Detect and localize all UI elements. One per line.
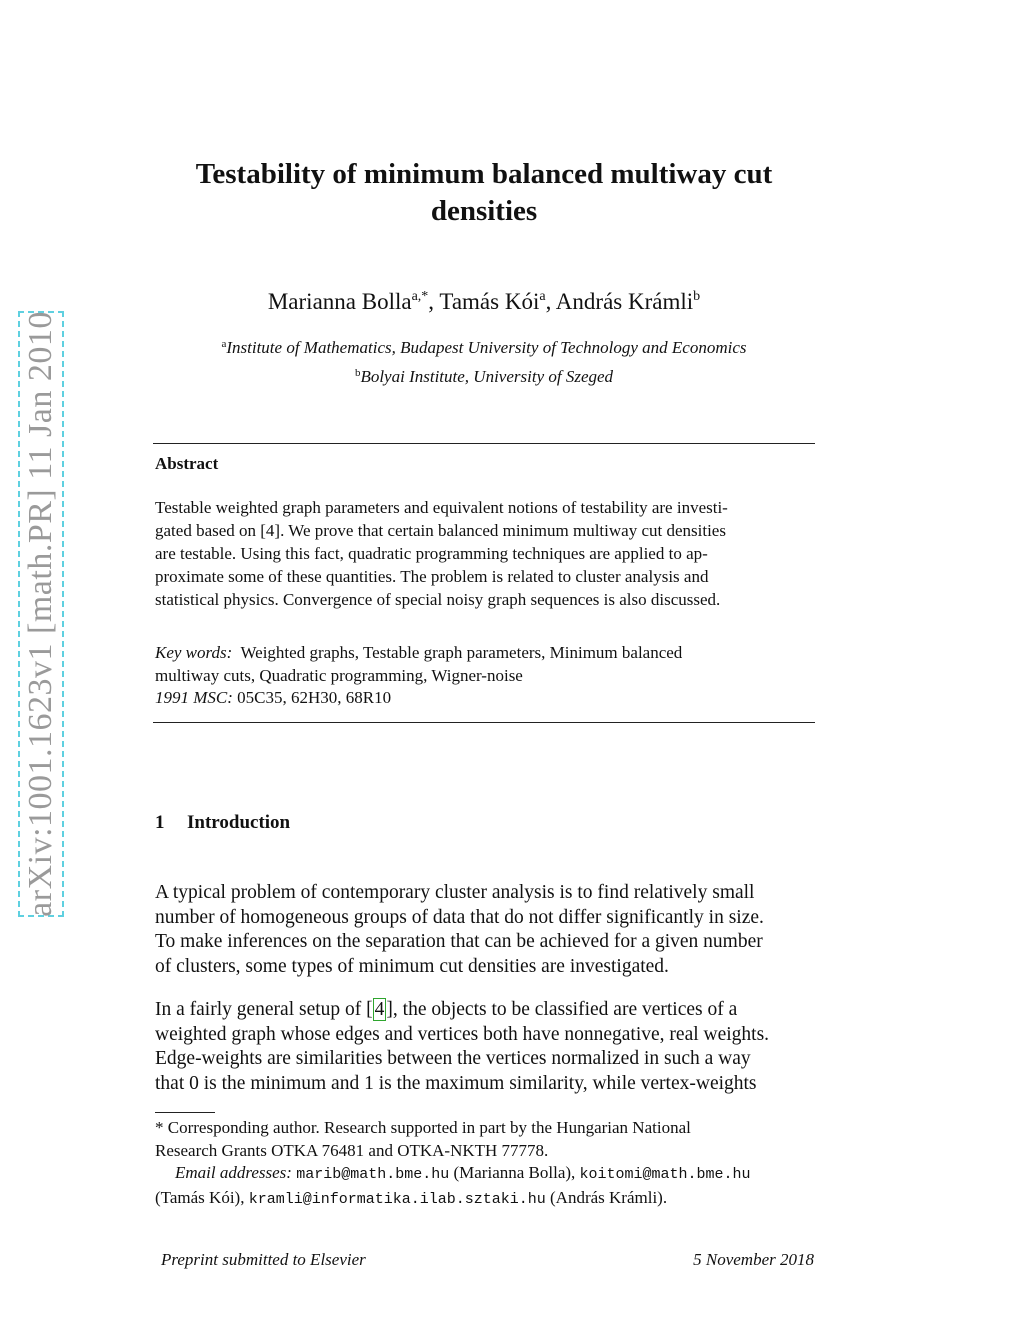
footnote-line-2: Research Grants OTKA 76481 and OTKA-NKTH 77778. bbox=[155, 1140, 549, 1160]
email-owner: (Marianna Bolla), bbox=[453, 1163, 576, 1182]
affiliation-mark: a bbox=[221, 338, 227, 350]
intro-paragraph-2 bbox=[155, 998, 815, 1096]
author-mark: a bbox=[539, 289, 546, 304]
arxiv-stamp bbox=[18, 311, 64, 917]
section-title: Introduction bbox=[187, 812, 291, 833]
email-link[interactable]: koitomi@math.bme.hu bbox=[579, 1166, 751, 1183]
author-name: Tamás Kói bbox=[439, 289, 540, 314]
paper-title bbox=[153, 156, 815, 230]
affiliation-mark: b bbox=[354, 367, 361, 379]
abstract-bottom-rule bbox=[153, 722, 815, 723]
paragraph-text: ], the objects to be classified are vertices of a bbox=[386, 999, 738, 1020]
intro-paragraph-1 bbox=[155, 881, 815, 979]
email-owner: (András Krámli). bbox=[550, 1187, 668, 1207]
paragraph-text: In a fairly general setup of [ bbox=[155, 999, 373, 1020]
affiliation-a bbox=[153, 338, 815, 358]
paragraph-line: weighted graph whose edges and vertices both have nonnegative, real weights. bbox=[155, 1023, 770, 1045]
paragraph-line: number of homogeneous groups of data that do not differ significantly in size. bbox=[155, 906, 764, 928]
email-link[interactable]: marib@math.bme.hu bbox=[296, 1166, 450, 1183]
footer-date: 5 November 2018 bbox=[693, 1250, 814, 1269]
paragraph-line: that 0 is the minimum and 1 is the maximum similarity, while vertex-weights bbox=[155, 1072, 757, 1094]
paragraph-line: To make inferences on the separation that can be achieved for a given number bbox=[155, 931, 763, 952]
abstract-top-rule bbox=[153, 443, 815, 444]
msc-label: 1991 MSC: bbox=[155, 688, 233, 707]
keywords-line-1: Weighted graphs, Testable graph parameters, Minimum balanced bbox=[240, 643, 683, 662]
author-mark: a,* bbox=[411, 289, 429, 304]
abstract-line: statistical physics. Convergence of special noisy graph sequences is also discussed. bbox=[155, 590, 721, 609]
abstract-line: Testable weighted graph parameters and equivalent notions of testability are investi- bbox=[155, 498, 728, 517]
paragraph-line: A typical problem of contemporary cluster analysis is to find relatively small bbox=[155, 882, 755, 903]
section-heading bbox=[155, 812, 290, 834]
footnote-line-1: Corresponding author. Research supported in part by the Hungarian National bbox=[167, 1118, 691, 1137]
affiliation-text: Institute of Mathematics, Budapest University of Technology and Economics bbox=[226, 338, 747, 357]
abstract-line: proximate some of these quantities. The problem is related to cluster analysis and bbox=[155, 567, 709, 586]
paragraph-line: of clusters, some types of minimum cut densities are investigated. bbox=[155, 955, 669, 977]
affiliation-text: Bolyai Institute, University of Szeged bbox=[360, 367, 614, 386]
email-label: Email addresses: bbox=[175, 1163, 292, 1182]
footer-preprint-note: Preprint submitted to Elsevier bbox=[161, 1250, 366, 1269]
title-line-2: densities bbox=[430, 195, 538, 227]
footnote-mark: * bbox=[155, 1118, 164, 1137]
abstract-body bbox=[155, 496, 815, 611]
title-line-1: Testability of minimum balanced multiway cut bbox=[195, 158, 773, 190]
section-number: 1 bbox=[155, 812, 165, 833]
author-mark: b bbox=[693, 289, 701, 304]
arxiv-stamp-text: arXiv:1001.1623v1 [math.PR] 11 Jan 2010 bbox=[22, 311, 60, 917]
email-link[interactable]: kramli@informatika.ilab.sztaki.hu bbox=[248, 1190, 546, 1208]
abstract-heading: Abstract bbox=[155, 454, 219, 473]
author-list: Marianna Bolla$^{a,*}$, Tamás Kói$^a$, András Krámli$^b$ bbox=[267, 289, 701, 314]
footnote bbox=[155, 1117, 815, 1211]
keywords-label: Key words: bbox=[155, 643, 233, 662]
citation-link[interactable]: 4 bbox=[374, 999, 385, 1020]
msc-value: 05C35, 62H30, 68R10 bbox=[237, 688, 392, 707]
author-name: Marianna Bolla bbox=[267, 289, 412, 314]
paragraph-line: Edge-weights are similarities between the vertices normalized in such a way bbox=[155, 1048, 751, 1069]
author-name: András Krámli bbox=[555, 289, 694, 314]
keywords-block bbox=[155, 642, 815, 710]
email-owner: (Tamás Kói), bbox=[155, 1187, 245, 1207]
keywords-line-2: multiway cuts, Quadratic programming, Wigner-noise bbox=[155, 665, 523, 685]
footnote-rule bbox=[155, 1112, 215, 1113]
abstract-line: gated based on [4]. We prove that certain balanced minimum multiway cut densities bbox=[155, 521, 726, 540]
affiliation-b bbox=[153, 367, 815, 387]
abstract-line: are testable. Using this fact, quadratic programming techniques are applied to ap- bbox=[155, 544, 708, 563]
